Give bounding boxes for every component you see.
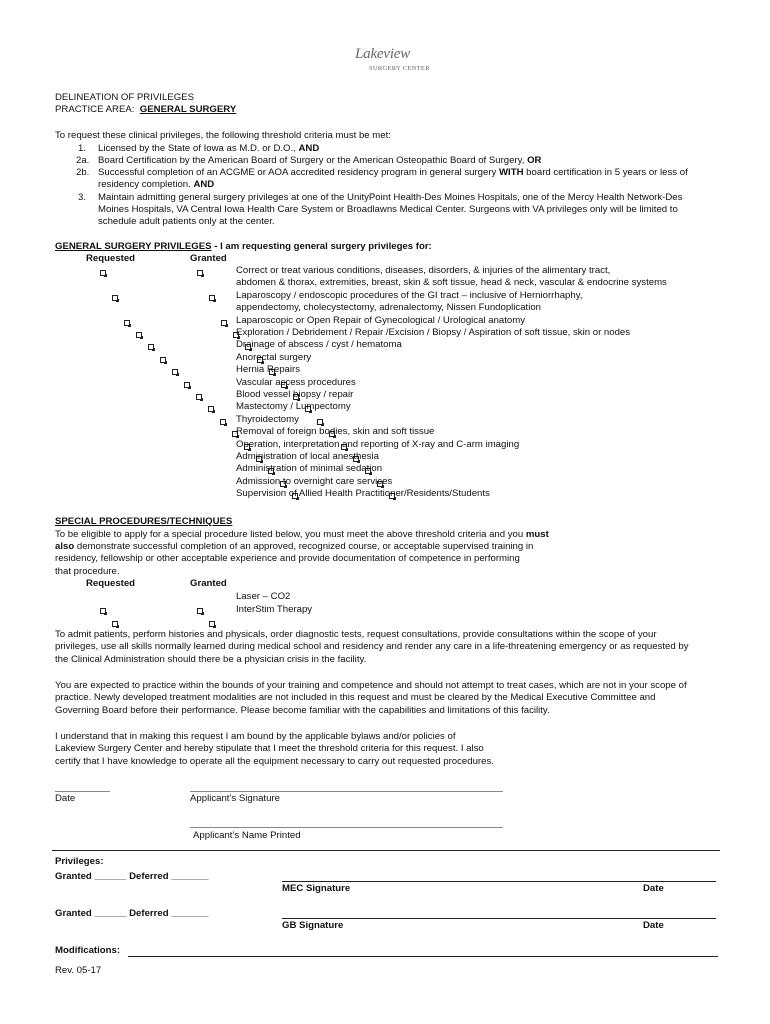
privilege-item: Exploration / Debridement / Repair /Excision / Biopsy / Aspiration of soft tissue, skin or nodes: [236, 327, 631, 338]
requested-checkbox[interactable]: [196, 394, 202, 400]
modifications-label: Modifications:: [55, 945, 121, 956]
criteria-item: Maintain admitting general surgery privileges at one of the UnityPoint Health-Des Moines Hospitals, one of the Mercy Health Network-Des: [98, 192, 683, 203]
gb-date-label: Date: [643, 920, 664, 931]
privilege-item: Vascular access procedures: [236, 376, 356, 388]
requested-checkbox[interactable]: [124, 320, 130, 326]
privilege-item: Correct or treat various conditions, diseases, disorders, & injuries of the alimentary tract,: [236, 265, 611, 276]
granted-checkbox[interactable]: [317, 419, 323, 425]
criteria-num: 1.: [78, 143, 87, 154]
privilege-item: Mastectomy / Lumpectomy: [236, 401, 351, 413]
special-text: that procedure.: [55, 566, 120, 577]
revision-label: Rev. 05-17: [55, 965, 102, 976]
criteria-item-cont: schedule adult patients only at the center.: [98, 216, 275, 227]
logo-main-text: Lakeview: [355, 46, 411, 62]
privilege-item-cont: appendectomy, cholecystectomy, adrenalectomy, Nissen Fundoplication: [236, 302, 542, 314]
criteria-item-cont: Moines Hospitals, VA Central Iowa Health Care System or Broadlawns Medical Center. Surgeons with VA privileges only will be limited to: [98, 204, 678, 215]
paragraph-line: I understand that in making this request I am bound by the applicable bylaws and/or policies of: [55, 731, 456, 742]
privilege-item: Removal of foreign bodies, skin and soft tissue: [236, 426, 435, 438]
paragraph-line: Governing Board before their performance. Please become familiar with the capabilities and limitations of this facility.: [55, 704, 550, 716]
privilege-item: Laparoscopic or Open Repair of Gynecological / Urological anatomy: [236, 314, 526, 326]
privileges-divider: [52, 850, 720, 851]
special-heading: SPECIAL PROCEDURES/TECHNIQUES: [55, 516, 233, 527]
applicant-name-label: Applicant’s Name Printed: [193, 830, 301, 841]
practice-area-value: GENERAL SURGERY: [139, 104, 237, 115]
privilege-item: Operation, interpretation and reporting of X-ray and C-arm imaging: [236, 438, 520, 450]
criteria-num: 2b.: [76, 167, 90, 178]
granted-deferred-gb[interactable]: Granted ______ Deferred _______: [55, 908, 209, 919]
granted-checkbox[interactable]: [197, 608, 203, 614]
document-title: DELINEATION OF PRIVILEGES: [55, 92, 194, 103]
gs-heading: GENERAL SURGERY PRIVILEGES - I am requesting general surgery privileges for:: [55, 241, 432, 252]
paragraph-line: Lakeview Surgery Center and hereby stipulate that I meet the threshold criteria for this request. I also: [55, 743, 484, 755]
requested-checkbox[interactable]: [172, 369, 178, 375]
gb-signature-label: GB Signature: [282, 920, 344, 931]
criteria-intro: To request these clinical privileges, the following threshold criteria must be met:: [55, 130, 391, 141]
privilege-item: Thyroidectomy: [236, 413, 299, 425]
special-text: also demonstrate successful completion of an approved, recognized course, or acceptable supervised training in: [55, 541, 534, 552]
privilege-item-cont: abdomen & thorax, extremities, breast, skin & soft tissue, head & neck, vascular & endocrine systems: [236, 277, 667, 289]
paragraph-line: practice. Newly developed treatment modalities are not included in this request and must be cleared by the Medical Executive Committee and: [55, 692, 656, 704]
privilege-item: Drainage of abscess / cyst / hematoma: [236, 339, 402, 351]
lakeview-logo: [355, 46, 430, 76]
granted-checkbox[interactable]: [209, 621, 215, 627]
special-col-granted: Granted: [190, 578, 227, 589]
criteria-item: Successful completion of an ACGME or AOA accredited residency program in general surgery WITH board certification in 5 years or less of: [98, 167, 688, 178]
privileges-label: Privileges:: [55, 856, 104, 867]
paragraph-line: privileges, use all skills normally learned during medical school and residency and render any care in a life-threatening emergency or as requested by: [55, 641, 689, 653]
privilege-item: Administration of local anesthesia: [236, 451, 379, 462]
privilege-item: Anorectal surgery: [236, 351, 312, 363]
applicant-signature-line[interactable]: [190, 791, 503, 792]
requested-checkbox[interactable]: [220, 419, 226, 425]
criteria-item-cont: residency completion. AND: [98, 179, 215, 190]
criteria-item: Board Certification by the American Board of Surgery or the American Osteopathic Board of Surgery, OR: [98, 155, 542, 166]
date-label: Date: [55, 793, 76, 804]
paragraph-line: To admit patients, perform histories and physicals, order diagnostic tests, request consultations, provide consultations within the scope of your: [55, 629, 657, 640]
requested-checkbox[interactable]: [184, 382, 190, 388]
granted-checkbox[interactable]: [221, 320, 227, 326]
requested-checkbox[interactable]: [148, 344, 154, 350]
special-procedure-item: Laser – CO2: [236, 591, 291, 602]
granted-checkbox[interactable]: [197, 270, 203, 276]
gs-col-granted: Granted: [190, 253, 227, 264]
modifications-line[interactable]: [128, 956, 718, 957]
granted-checkbox[interactable]: [209, 295, 215, 301]
requested-checkbox[interactable]: [208, 406, 214, 412]
mec-signature-line[interactable]: [282, 881, 716, 882]
gb-signature-line[interactable]: [282, 918, 716, 919]
requested-checkbox[interactable]: [160, 357, 166, 363]
privilege-item: Laparoscopy / endoscopic procedures of the GI tract – inclusive of Herniorrhaphy,: [236, 289, 583, 301]
special-col-requested: Requested: [86, 578, 136, 589]
requested-checkbox[interactable]: [100, 608, 106, 614]
special-procedure-item: InterStim Therapy: [236, 603, 313, 615]
applicant-signature-label: Applicant’s Signature: [190, 793, 280, 804]
practice-area: [55, 104, 236, 116]
criteria-item: Licensed by the State of Iowa as M.D. or D.O., AND: [98, 143, 320, 154]
privilege-item: Hernia Repairs: [236, 364, 300, 376]
privilege-item: Blood vessel biopsy / repair: [236, 389, 354, 400]
special-text: residency, fellowship or other acceptable experience and provide documentation of competence in performing: [55, 553, 520, 564]
applicant-name-line[interactable]: [190, 827, 503, 828]
requested-checkbox[interactable]: [100, 270, 106, 276]
mec-signature-label: MEC Signature: [282, 883, 351, 894]
privilege-item: Administration of minimal sedation: [236, 463, 383, 475]
requested-checkbox[interactable]: [112, 621, 118, 627]
criteria-num: 3.: [78, 192, 87, 203]
mec-date-label: Date: [643, 883, 664, 894]
practice-area-label: PRACTICE AREA:: [55, 104, 135, 115]
granted-deferred-mec[interactable]: Granted ______ Deferred _______: [55, 871, 209, 882]
criteria-num: 2a.: [76, 155, 90, 166]
gs-col-requested: Requested: [86, 253, 136, 264]
paragraph-line: certify that I have knowledge to operate all the equipment necessary to carry out requested procedures.: [55, 755, 494, 767]
logo-sub-text: SURGERY CENTER: [369, 65, 430, 72]
paragraph-line: the Clinical Administration should there be a physician crisis in the facility.: [55, 653, 367, 665]
privilege-item: Admission to overnight care services: [236, 475, 393, 487]
special-text: To be eligible to apply for a special procedure listed below, you must meet the above threshold criteria and you must: [55, 529, 549, 540]
requested-checkbox[interactable]: [136, 332, 142, 338]
privilege-item: Supervision of Allied Health Practitioner/Residents/Students: [236, 488, 490, 500]
requested-checkbox[interactable]: [112, 295, 118, 301]
paragraph-line: You are expected to practice within the bounds of your training and competence and should not attempt to treat cases, which are not in your scope of: [55, 680, 687, 691]
date-line[interactable]: [55, 791, 110, 792]
